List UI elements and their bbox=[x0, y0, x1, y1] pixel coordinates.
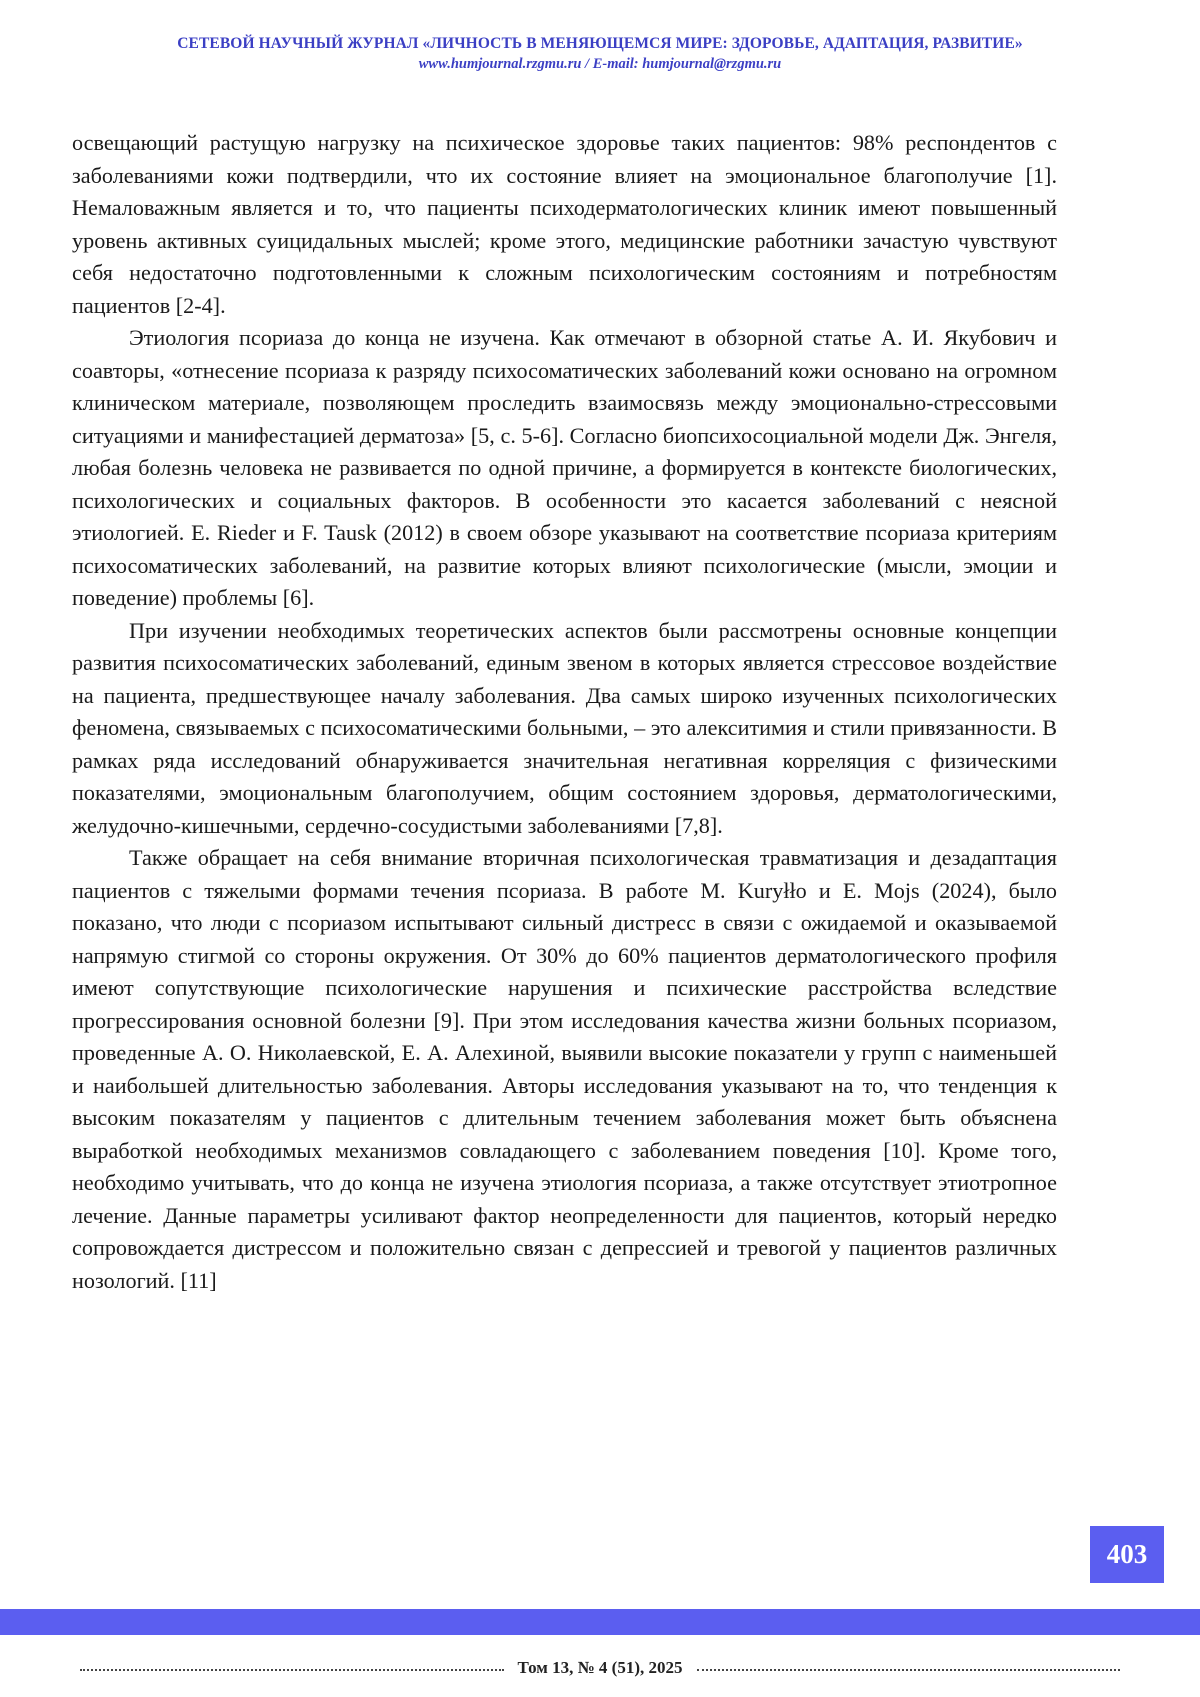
body-paragraph-1: освещающий растущую нагрузку на психическое здоровье таких пациентов: 98% респондентов с заболеваниями кожи подтвердили, что их состояние влияет на эмоциональное благополучие [1]. Немаловажным является и то, что пациенты психодерматологических клиник имеют повышенный уровень активных суицидальных мыслей; кроме этого, медицинские работники зачастую чувствуют себя недостаточно подготовленными к сложным психологическим состояниям и потребностям пациентов [2-4]. bbox=[72, 130, 1057, 318]
footer-dots-right bbox=[697, 1669, 1121, 1671]
body-paragraph-4: Также обращает на себя внимание вторичная психологическая травматизация и дезадаптация пациентов с тяжелыми формами течения псориаза. В работе M. Kuryłło и E. Mojs (2024), было показано, что люди с псориазом испытывают сильный дистресс в связи с ожидаемой и оказываемой напрямую стигмой со стороны окружения. От 30% до 60% пациентов дерматологического профиля имеют сопутствующие психологические нарушения и психические расстройства вследствие прогрессирования основной болезни [9]. При этом исследования качества жизни больных псориазом, проведенные А. О. Николаевской, Е. А. Алехиной, выявили высокие показатели у групп с наименьшей и наибольшей длительностью заболевания. Авторы исследования указывают на то, что тенденция к высоким показателям у пациентов с длительным течением заболевания может быть объяснена выработкой необходимых механизмов совладающего с заболеванием поведения [10]. Кроме того, необходимо учитывать, что до конца не изучена этиология псориаза, а также отсутствует этиотропное лечение. Данные параметры усиливают фактор неопределенности для пациентов, который нередко сопровождается дистрессом и положительно связан с депрессией и тревогой у пациентов различных нозологий. [11] bbox=[72, 845, 1057, 1293]
body-paragraph-2: Этиология псориаза до конца не изучена. Как отмечают в обзорной статье А. И. Якубович и соавторы, «отнесение псориаза к разряду психосоматических заболеваний кожи основано на огромном клиническом материале, позволяющем проследить взаимосвязь между эмоционально-стрессовыми ситуациями и манифестацией дерматоза» [5, с. 5-6]. Согласно биопсихосоциальной модели Дж. Энгеля, любая болезнь человека не развивается по одной причине, а формируется в контексте биологических, психологических и социальных факторов. В особенности это касается заболеваний с неясной этиологией. E. Rieder и F. Tausk (2012) в своем обзоре указывают на соответствие псориаза критериям психосоматических заболеваний, на развитие которых влияют психологические (мысли, эмоции и поведение) проблемы [6]. bbox=[72, 325, 1057, 610]
journal-contacts: www.humjournal.rzgmu.ru / E-mail: humjournal@rzgmu.ru bbox=[418, 56, 782, 72]
journal-header bbox=[0, 34, 1200, 74]
body-paragraph-3: При изучении необходимых теоретических аспектов были рассмотрены основные концепции развития психосоматических заболеваний, единым звеном в которых является стрессовое воздействие на пациента, предшествующее началу заболевания. Два самых широко изученных психологических феномена, связываемых с психосоматическими больными, – это алекситимия и стили привязанности. В рамках ряда исследований обнаруживается значительная негативная корреляция с физическими показателями, эмоциональным благополучием, общим состоянием здоровья, дерматологическими, желудочно-кишечными, сердечно-сосудистыми заболеваниями [7,8]. bbox=[72, 617, 1057, 838]
page-number: 403 bbox=[1090, 1526, 1164, 1583]
footer bbox=[80, 1658, 1120, 1678]
footer-band bbox=[0, 1609, 1200, 1635]
footer-dots-left bbox=[80, 1669, 504, 1671]
journal-title: СЕТЕВОЙ НАУЧНЫЙ ЖУРНАЛ «ЛИЧНОСТЬ В МЕНЯЮЩЕМСЯ МИРЕ: ЗДОРОВЬЕ, АДАПТАЦИЯ, РАЗВИТИЕ» bbox=[177, 35, 1023, 52]
footer-issue: Том 13, № 4 (51), 2025 bbox=[517, 1658, 683, 1677]
article-body bbox=[72, 127, 1057, 1297]
